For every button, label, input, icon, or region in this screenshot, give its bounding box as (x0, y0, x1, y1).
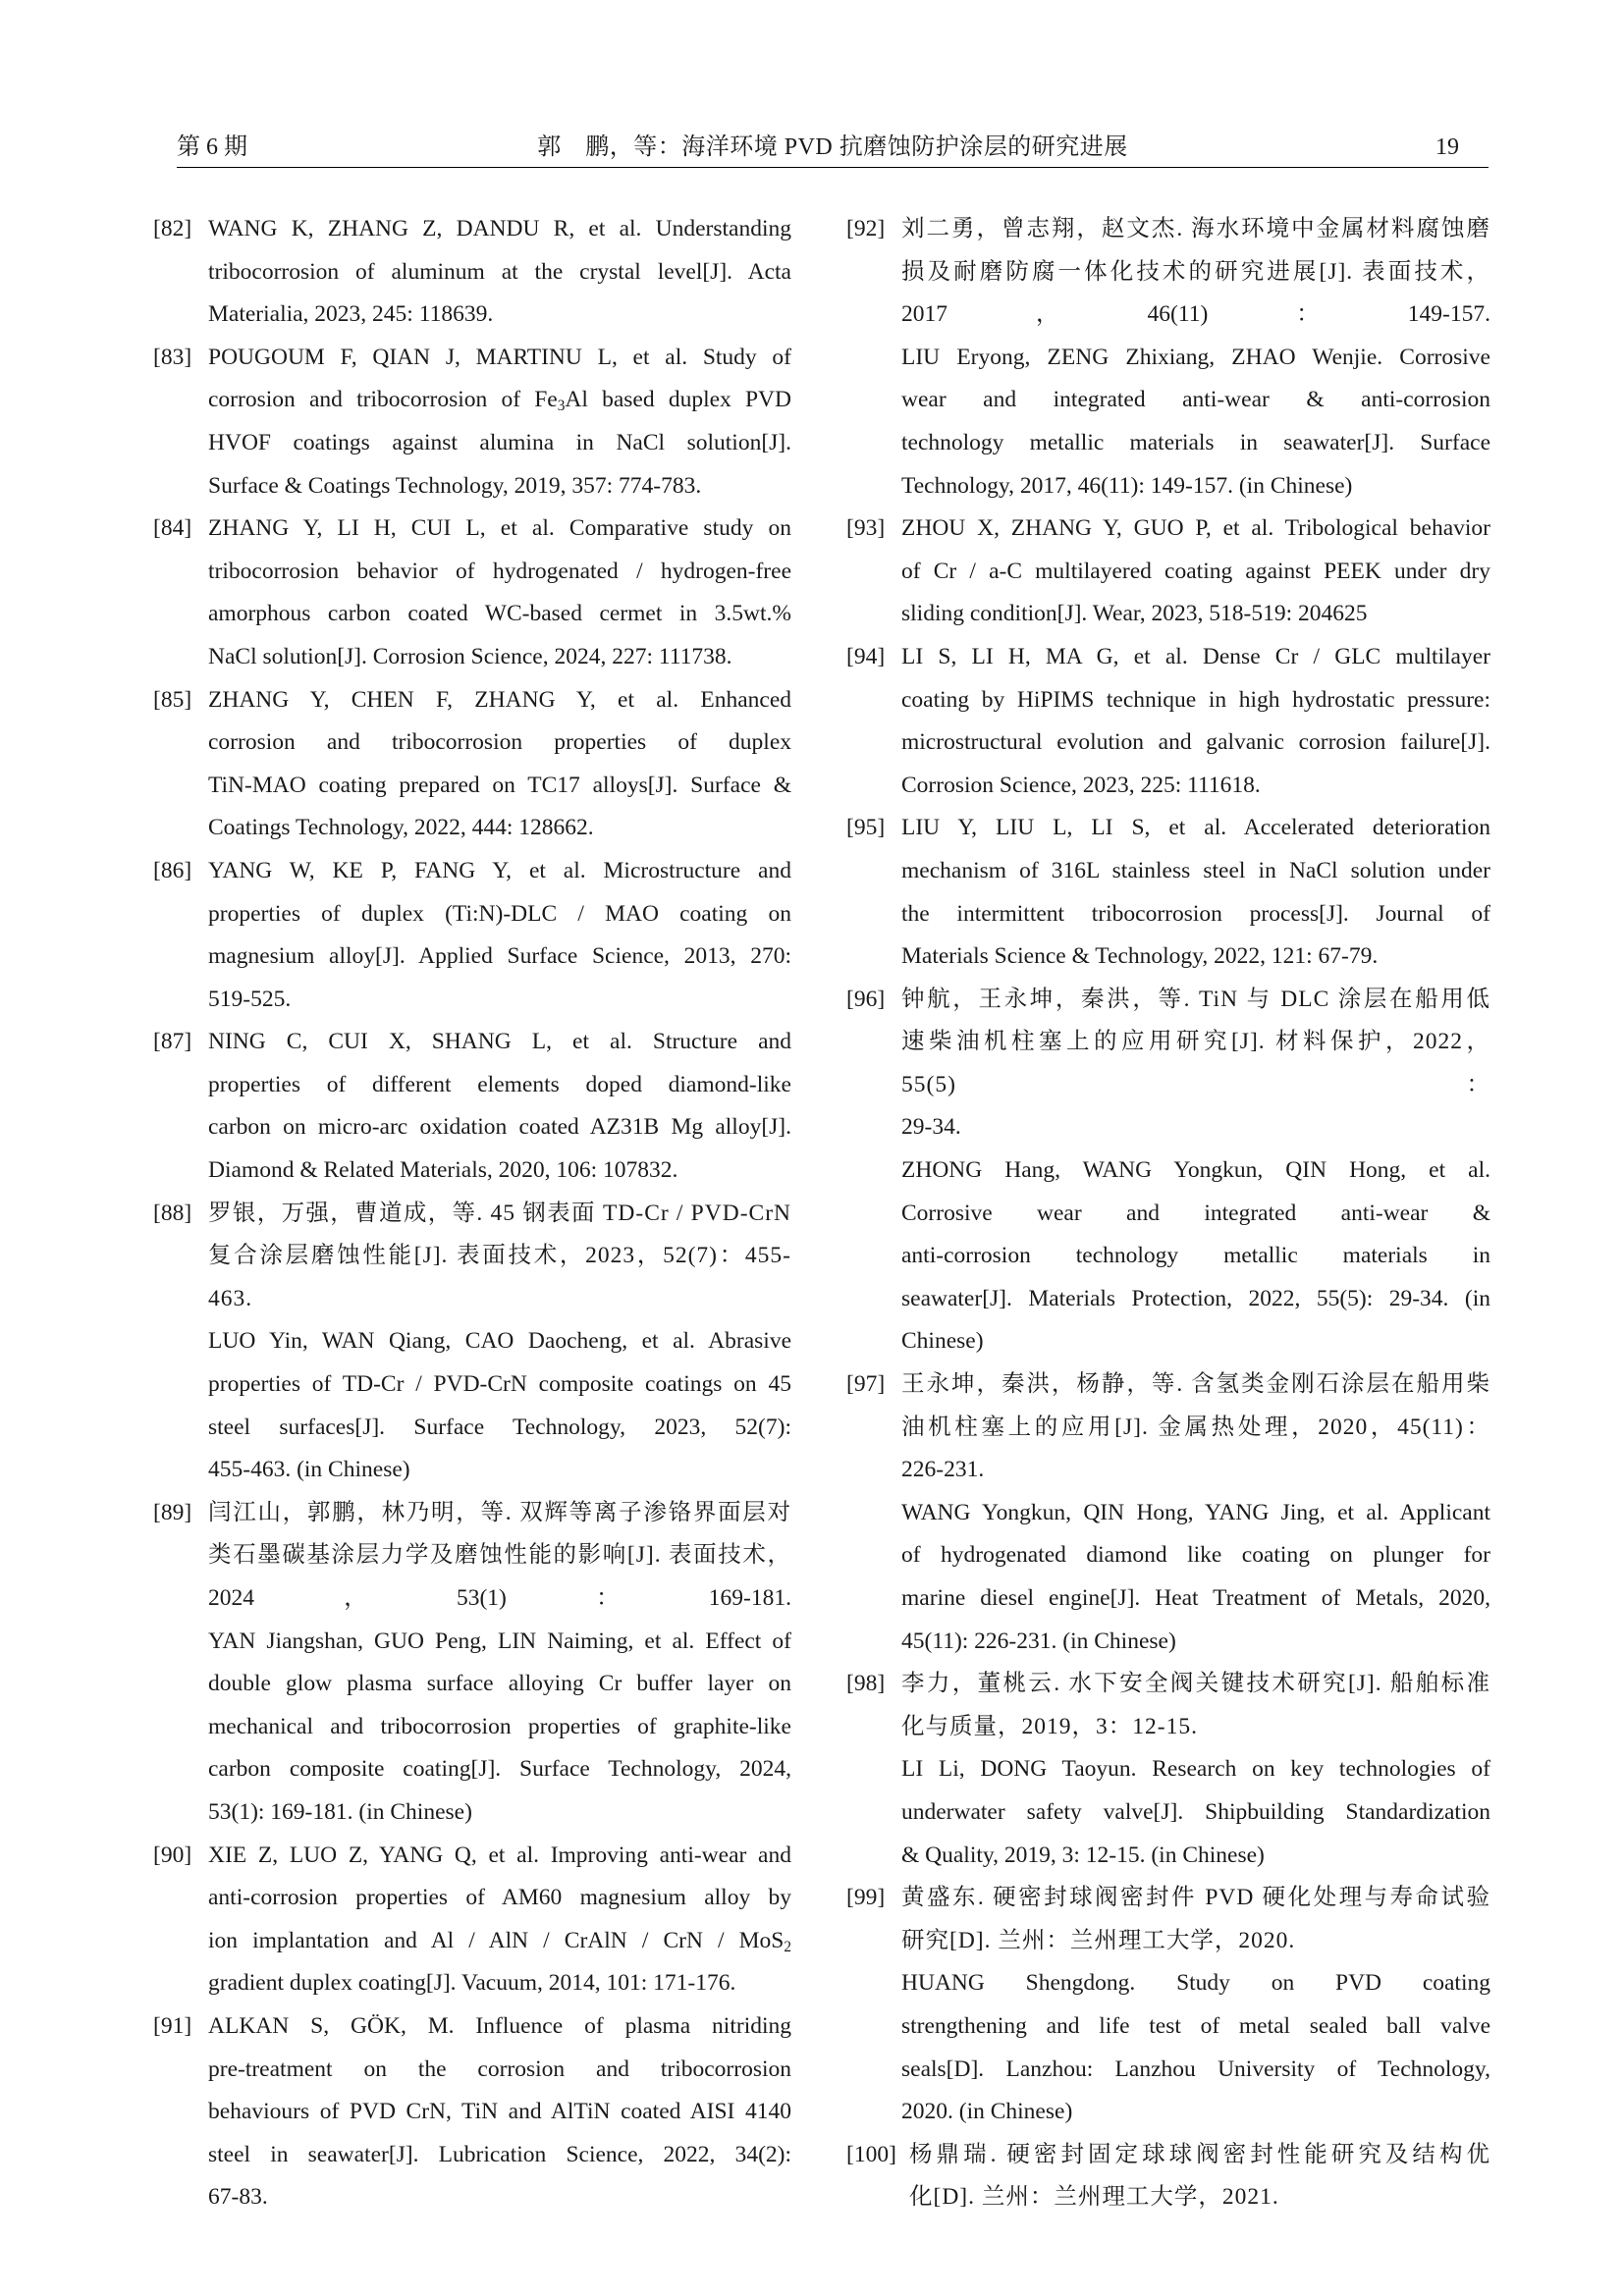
reference-line: behaviours of PVD CrN, TiN and AlTiN coated AISI 4140 (208, 2099, 791, 2125)
references-left-column (153, 208, 791, 2219)
reference-line: 杨鼎瑞. 硬密封固定球球阀密封性能研究及结构优 (909, 2141, 1490, 2167)
reference-line: 2024，53(1)：169-181. (208, 1585, 791, 1611)
reference-line: 油机柱塞上的应用[J]. 金属热处理，2020，45(11)： (901, 1414, 1490, 1440)
reference-line: 53(1): 169-181. (in Chinese) (208, 1798, 472, 1825)
reference-line: marine diesel engine[J]. Heat Treatment of Metals, 2020, (901, 1585, 1490, 1611)
reference-line: mechanical and tribocorrosion properties of graphite-like (208, 1713, 791, 1739)
reference-entry (153, 679, 791, 850)
reference-line: anti-corrosion properties of AM60 magnesium alloy by (208, 1885, 791, 1911)
reference-line: LI Li, DONG Taoyun. Research on key technologies of (901, 1756, 1490, 1783)
reference-number: [83] (153, 344, 192, 370)
reference-entry (153, 337, 791, 507)
reference-line: ZHANG Y, LI H, CUI L, et al. Comparative study on (208, 515, 791, 542)
reference-line: underwater safety valve[J]. Shipbuilding Standardization (901, 1798, 1490, 1825)
reference-line: NING C, CUI X, SHANG L, et al. Structure and (208, 1029, 791, 1055)
reference-number: [88] (153, 1200, 192, 1226)
reference-line: steel in seawater[J]. Lubrication Science, 2022, 34(2): (208, 2141, 791, 2167)
reference-line: 罗银，万强，曹道成，等. 45 钢表面 TD-Cr / PVD-CrN (208, 1200, 791, 1226)
reference-line: technology metallic materials in seawater[J]. Surface (901, 429, 1490, 455)
reference-line: WANG K, ZHANG Z, DANDU R, et al. Understanding (208, 216, 791, 241)
reference-line: pre-treatment on the corrosion and tribocorrosion (208, 2056, 791, 2082)
reference-line: carbon composite coating[J]. Surface Technology, 2024, (208, 1756, 791, 1783)
reference-line: amorphous carbon coated WC-based cermet in 3.5wt.% (208, 601, 791, 627)
reference-entry (846, 979, 1490, 1363)
reference-line: coating by HiPIMS technique in high hydrostatic pressure: (901, 686, 1490, 713)
reference-line: 李力，董桃云. 水下安全阀关键技术研究[J]. 船舶标准 (901, 1671, 1490, 1697)
page-number: 19 (1435, 134, 1459, 160)
reference-line: 45(11): 226-231. (in Chinese) (901, 1628, 1176, 1654)
reference-number: [96] (846, 986, 886, 1012)
reference-entry (846, 636, 1490, 807)
reference-number: [93] (846, 515, 886, 542)
reference-entry (153, 850, 791, 1021)
reference-line: strengthening and life test of metal sealed ball valve (901, 2012, 1490, 2039)
reference-line: wear and integrated anti-wear & anti-corrosion (901, 387, 1490, 413)
reference-number: [92] (846, 216, 886, 241)
reference-entry (846, 1663, 1490, 1877)
reference-line: gradient duplex coating[J]. Vacuum, 2014, 101: 171-176. (208, 1970, 736, 1997)
reference-entry (846, 807, 1490, 978)
reference-line: double glow plasma surface alloying Cr buffer layer on (208, 1671, 791, 1697)
reference-line: Corrosion Science, 2023, 225: 111618. (901, 772, 1261, 798)
running-title: 郭 鹏，等：海洋环境 PVD 抗磨蚀防护涂层的研究进展 (537, 134, 1128, 160)
reference-line: ion implantation and Al / AlN / CrAlN / CrN / MoS$_2$ (208, 1927, 791, 1955)
reference-line: of hydrogenated diamond like coating on plunger for (901, 1542, 1490, 1569)
reference-entry (153, 208, 791, 337)
reference-line: of Cr / a-C multilayered coating against PEEK under dry (901, 558, 1490, 584)
reference-entry (846, 507, 1490, 636)
reference-line: WANG Yongkun, QIN Hong, YANG Jing, et al. Applicant (901, 1499, 1490, 1525)
reference-number: [100] (846, 2141, 896, 2167)
reference-line: POUGOUM F, QIAN J, MARTINU L, et al. Study of (208, 344, 791, 370)
reference-line: 29-34. (901, 1114, 961, 1141)
reference-line: steel surfaces[J]. Surface Technology, 2023, 52(7): (208, 1414, 791, 1440)
reference-line: corrosion and tribocorrosion properties of duplex (208, 729, 791, 756)
references-right-column (846, 208, 1490, 2219)
reference-line: 类石墨碳基涂层力学及磨蚀性能的影响[J]. 表面技术， (208, 1542, 791, 1569)
reference-number: [87] (153, 1029, 192, 1055)
reference-entry (846, 2134, 1490, 2219)
reference-line: Coatings Technology, 2022, 444: 128662. (208, 815, 594, 841)
reference-line: properties of different elements doped diamond-like (208, 1071, 791, 1097)
reference-number: [90] (153, 1842, 192, 1868)
reference-entry (846, 1363, 1490, 1663)
reference-line: 黄盛东. 硬密封球阀密封件 PVD 硬化处理与寿命试验 (901, 1885, 1490, 1911)
reference-number: [97] (846, 1371, 886, 1398)
reference-line: carbon on micro-arc oxidation coated AZ31B Mg alloy[J]. (208, 1114, 791, 1141)
reference-line: Materials Science & Technology, 2022, 121: 67-79. (901, 943, 1379, 970)
reference-entry (846, 208, 1490, 507)
reference-line: ZHANG Y, CHEN F, ZHANG Y, et al. Enhanced (208, 686, 791, 713)
reference-line: 226-231. (901, 1457, 985, 1483)
reference-entry (153, 1193, 791, 1492)
reference-line: 研究[D]. 兰州：兰州理工大学，2020. (901, 1927, 1296, 1953)
reference-line: seawater[J]. Materials Protection, 2022, 55(5): 29-34. (in (901, 1285, 1490, 1311)
reference-line: tribocorrosion of aluminum at the crystal level[J]. Acta (208, 258, 791, 285)
reference-line: 455-463. (in Chinese) (208, 1457, 410, 1483)
reference-line: 化与质量，2019，3：12-15. (901, 1713, 1198, 1739)
reference-line: Corrosive wear and integrated anti-wear & (901, 1200, 1490, 1226)
reference-number: [98] (846, 1671, 886, 1697)
reference-line: tribocorrosion behavior of hydrogenated / hydrogen-free (208, 558, 791, 584)
reference-line: ALKAN S, GÖK, M. Influence of plasma nitriding (208, 2012, 791, 2039)
reference-line: the intermittent tribocorrosion process[J]. Journal of (901, 900, 1490, 927)
reference-line: YAN Jiangshan, GUO Peng, LIN Naiming, et al. Effect of (208, 1628, 791, 1654)
reference-line: 67-83. (208, 2184, 268, 2211)
reference-line: Surface & Coatings Technology, 2019, 357: 774-783. (208, 472, 702, 499)
reference-line: magnesium alloy[J]. Applied Surface Science, 2013, 270: (208, 943, 791, 970)
reference-number: [85] (153, 686, 192, 713)
reference-line: anti-corrosion technology metallic materials in (901, 1243, 1490, 1269)
reference-line: ZHOU X, ZHANG Y, GUO P, et al. Tribological behavior (901, 515, 1490, 542)
reference-line: Chinese) (901, 1328, 984, 1355)
reference-entry (153, 1835, 791, 2005)
reference-line: 519-525. (208, 986, 292, 1012)
reference-line: mechanism of 316L stainless steel in NaCl solution under (901, 857, 1490, 883)
reference-line: NaCl solution[J]. Corrosion Science, 2024, 227: 111738. (208, 643, 732, 669)
reference-line: 2020. (in Chinese) (901, 2099, 1073, 2125)
running-header (177, 128, 1489, 168)
reference-line: 化[D]. 兰州：兰州理工大学，2021. (909, 2184, 1279, 2211)
reference-line: & Quality, 2019, 3: 12-15. (in Chinese) (901, 1842, 1265, 1868)
reference-entry (846, 1877, 1490, 2134)
issue-number: 第 6 期 (177, 134, 247, 160)
reference-number: [89] (153, 1499, 192, 1525)
reference-number: [94] (846, 643, 886, 669)
reference-line: ZHONG Hang, WANG Yongkun, QIN Hong, et al. (901, 1157, 1490, 1184)
reference-line: LIU Y, LIU L, LI S, et al. Accelerated deterioration (901, 815, 1490, 841)
reference-number: [86] (153, 857, 192, 883)
reference-entry (153, 507, 791, 678)
reference-line: LUO Yin, WAN Qiang, CAO Daocheng, et al. Abrasive (208, 1328, 791, 1355)
reference-line: Technology, 2017, 46(11): 149-157. (in Chinese) (901, 472, 1353, 499)
reference-line: 损及耐磨防腐一体化技术的研究进展[J]. 表面技术， (901, 258, 1490, 285)
reference-line: Materialia, 2023, 245: 118639. (208, 301, 494, 328)
reference-number: [95] (846, 815, 886, 841)
reference-line: HUANG Shengdong. Study on PVD coating (901, 1970, 1490, 1997)
reference-line: 钟航，王永坤，秦洪，等. TiN 与 DLC 涂层在船用低 (901, 986, 1490, 1012)
reference-line: HVOF coatings against alumina in NaCl solution[J]. (208, 429, 791, 455)
reference-line: sliding condition[J]. Wear, 2023, 518-519: 204625 (901, 601, 1368, 627)
reference-entry (153, 2005, 791, 2219)
reference-number: [82] (153, 216, 192, 241)
reference-line: 速柴油机柱塞上的应用研究[J]. 材料保护，2022，55(5)： (901, 1029, 1490, 1097)
reference-entry (153, 1492, 791, 1835)
reference-line: 刘二勇，曾志翔，赵文杰. 海水环境中金属材料腐蚀磨 (901, 216, 1490, 241)
reference-line: YANG W, KE P, FANG Y, et al. Microstructure and (208, 857, 791, 883)
reference-line: corrosion and tribocorrosion of $Fe_3Al$ based duplex PVD (208, 387, 791, 415)
reference-line: 闫江山，郭鹏，林乃明，等. 双辉等离子渗铬界面层对 (208, 1499, 791, 1525)
reference-line: LI S, LI H, MA G, et al. Dense Cr / GLC multilayer (901, 643, 1490, 669)
reference-number: [99] (846, 1885, 886, 1911)
reference-entry (153, 1021, 791, 1192)
reference-line: 复合涂层磨蚀性能[J]. 表面技术，2023，52(7)：455-463. (208, 1243, 791, 1311)
reference-line: XIE Z, LUO Z, YANG Q, et al. Improving anti-wear and (208, 1842, 791, 1868)
reference-line: LIU Eryong, ZENG Zhixiang, ZHAO Wenjie. Corrosive (901, 344, 1490, 370)
reference-line: microstructural evolution and galvanic corrosion failure[J]. (901, 729, 1490, 756)
reference-number: [84] (153, 515, 192, 542)
reference-line: 2017，46(11)：149-157. (901, 301, 1490, 328)
reference-line: 王永坤，秦洪，杨静，等. 含氢类金刚石涂层在船用柴 (901, 1371, 1490, 1398)
reference-line: properties of TD-Cr / PVD-CrN composite coatings on 45 (208, 1371, 791, 1398)
reference-line: TiN-MAO coating prepared on TC17 alloys[J]. Surface & (208, 772, 791, 798)
reference-line: seals[D]. Lanzhou: Lanzhou University of Technology, (901, 2056, 1490, 2082)
reference-number: [91] (153, 2012, 192, 2039)
reference-line: Diamond & Related Materials, 2020, 106: 107832. (208, 1157, 678, 1184)
reference-line: properties of duplex (Ti:N)-DLC / MAO coating on (208, 900, 791, 927)
